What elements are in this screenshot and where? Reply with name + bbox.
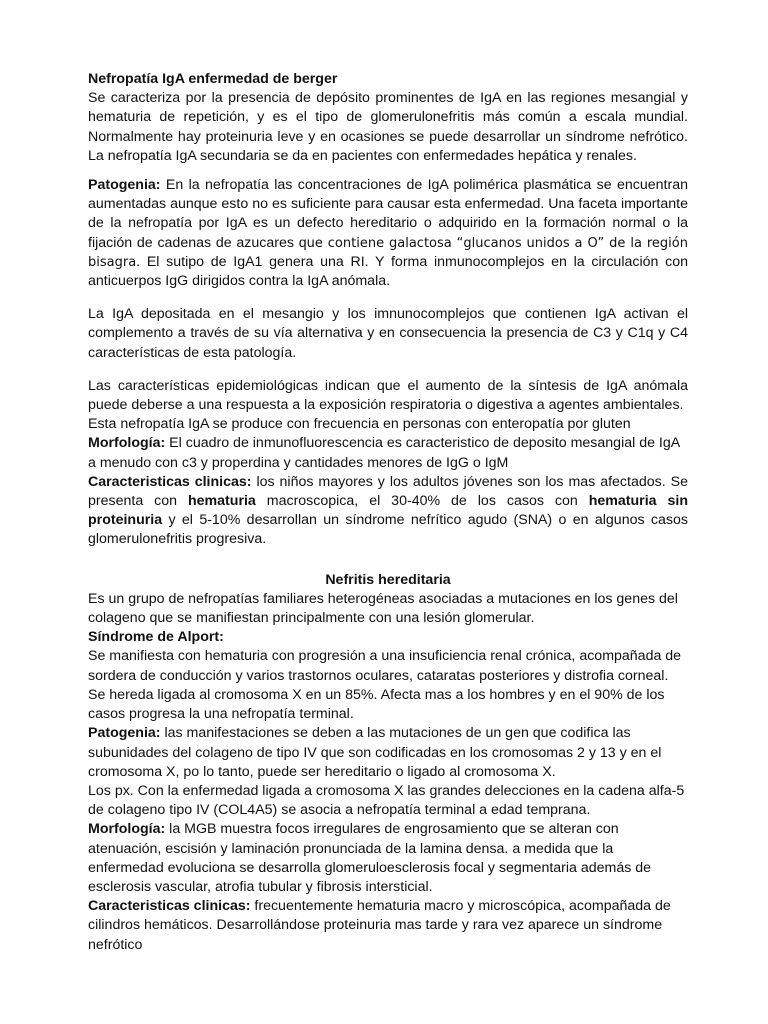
- paragraph-iga-intro: Se caracteriza por la presencia de depósito prominentes de IgA en las regiones mesangial y hematuria de repetición, y es el tipo de glomerulonefritis más común a escala mundial. Normalmente hay proteinuria leve y en ocasiones se puede desarrollar un síndrome nefrótico. La nefropatía IgA secundaria se da en pacientes con enfermedades hepática y renales.: [88, 90, 688, 164]
- section-title-nefritis: Nefritis hereditaria: [325, 571, 451, 588]
- paragraph-clinicas-alport: Caracteristicas clinicas: frecuentemente hematuria macro y microscópica, acompañada de cilindros hemáticos. Desarrollándose proteinuria mas tarde y rara vez aparece un síndrome nefrótico: [88, 898, 671, 953]
- label-morfologia: Morfología:: [88, 435, 166, 452]
- paragraph-mesangio: La IgA depositada en el mesangio y los imnunocomplejos que contienen IgA activan el complemento a través de su vía alternativa y en consecuencia la presencia de C3 y C1q y C4 características de esta patología.: [88, 306, 688, 361]
- paragraph-morfologia-iga: Morfología: El cuadro de inmunofluorescencia es caracteristico de deposito mesangial de IgA a menudo con c3 y properdina y cantidades menores de IgG o IgM: [88, 435, 680, 471]
- paragraph-patogenia: Patogenia: En la nefropatía las concentraciones de IgA polimérica plasmática se encuentran aumentadas aunque esto no es suficiente para causar esta enfermedad. Una faceta importante de la nefropatía por IgA es un defecto hereditario o adquirido en la formación normal o la fijación de cadenas de azucares que contiene galactosa “glucanos unidos a O” de la región bisagra. El sutipo de IgA1 genera una RI. Y forma inmunocomplejos en la circulación con anticuerpos IgG dirigidos contra la IgA anómala.: [88, 177, 688, 290]
- section-title-iga: Nefropatía IgA enfermedad de berger: [88, 71, 338, 87]
- paragraph-patogenia-alport: Patogenia: las manifestaciones se deben a las mutaciones de un gen que codifica las subunidades del colageno de tipo IV que son codificadas en los cromosomas 2 y 13 y en el cromosoma X, po lo tanto, puede ser hereditario o ligado al cromosoma X.: [88, 725, 662, 780]
- label-patogenia: Patogenia:: [88, 177, 161, 194]
- label-clinicas: Caracteristicas clinicas:: [88, 473, 252, 490]
- paragraph-px: Los px. Con la enfermedad ligada a cromosoma X las grandes delecciones en la cadena alfa-5 de colageno tipo IV (COL4A5) se asocia a nefropatía terminal a edad temprana.: [88, 782, 685, 819]
- paragraph-gluten: Esta nefropatía IgA se produce con frecuencia en personas con enteropatía por gluten: [88, 416, 631, 433]
- paragraph-nefritis-intro: Es un grupo de nefropatías familiares heterogéneas asociadas a mutaciones en los genes del colageno que se manifiestan principalmente con una lesión glomerular.: [88, 590, 678, 627]
- subtitle-alport: Síndrome de Alport:: [88, 629, 224, 646]
- paragraph-alport: Se manifiesta con hematuria con progresión a una insuficiencia renal crónica, acompañada de sordera de conducción y varios trastornos oculares, cataratas posteriores y distrofia corneal. Se hereda ligada al cromosoma X en un 85%. Afecta mas a los hombres y en el 90% de los casos progresa la una nefropatía terminal.: [88, 648, 682, 723]
- paragraph-epidemiologia: Las características epidemiológicas indican que el aumento de la síntesis de IgA anómala puede deberse a una respuesta a la exposición respiratoria o digestiva a agentes ambientales.: [88, 377, 688, 414]
- paragraph-morfologia-alport: Morfología: la MGB muestra focos irregulares de engrosamiento que se alteran con atenuación, escisión y laminación pronunciada de la lamina densa. a medida que la enfermedad evoluciona se desarrolla glomeruloesclerosis focal y segmentaria además de esclerosis vascular, atrofia tubular y fibrosis intersticial.: [88, 821, 652, 895]
- paragraph-clinicas-iga: Caracteristicas clinicas: los niños mayores y los adultos jóvenes son los mas afectados. Se presenta con hematuria macroscopica, el 30-40% de los casos con hematuria sin proteinuria y el 5-10% desarrollan un síndrome nefrítico agudo (SNA) o en algunos casos glomerulonefritis progresiva.: [88, 473, 688, 548]
